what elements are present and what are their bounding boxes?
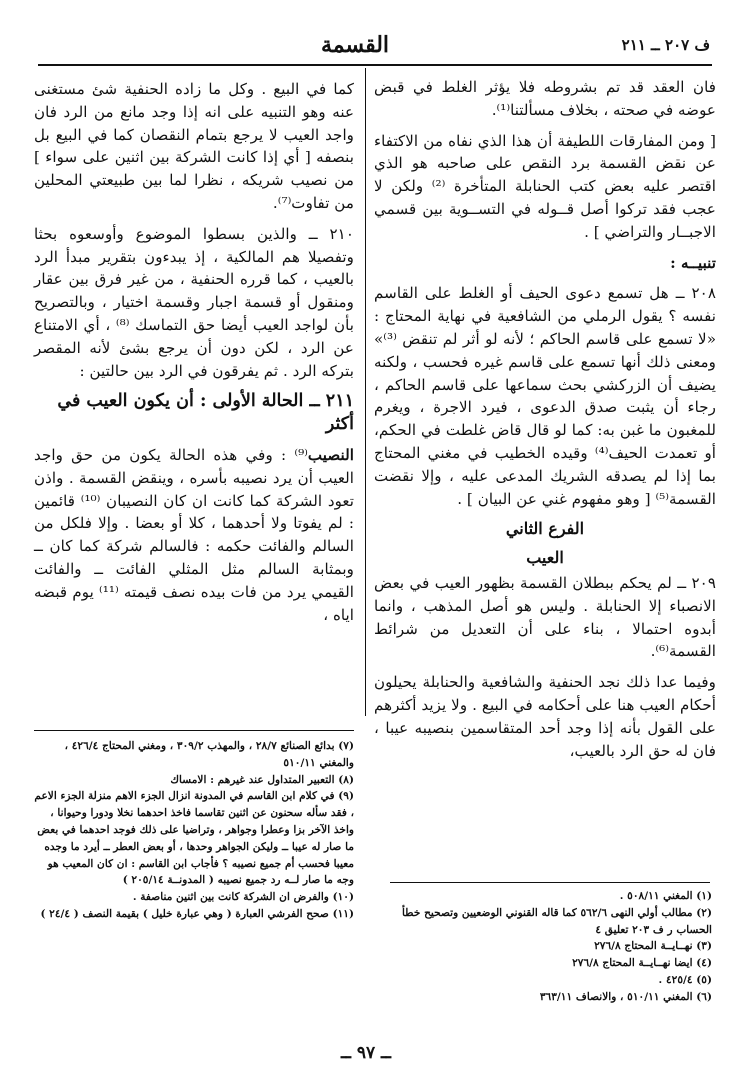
section-heading: ٢١١ ــ الحالة الأولى : أن يكون العيب في أكثر [57, 391, 354, 435]
paragraph: ٢٠٩ ــ لم يحكم ببطلان القسمة بظهور العيب في بعض الانصباء إلا الحنابلة . وليس هو أصل المذهب ، وانما أبدوه احتمالا ، بناء على أن التعديل من شرائط القسمة⁽⁶⁾. [374, 573, 716, 661]
footnote: (٥) ٤٢٥/٤ . [658, 973, 712, 986]
paragraph: وفيما عدا ذلك نجد الحنفية والشافعية والحنابلة يحيلون أحكام العيب هنا على أحكامه في البيع . ولا يزيد أكثرهم على القول بأنه إذا وجد أحد المتقاسمين بنصيبه عيبا ، فان له حق الرد بالعيب، [374, 673, 716, 760]
footnote: (٢) مطالب أولي النهى ٥٦٢/٦ كما قاله القنوني الوضعيين وتصحيح خطأ الحساب ر ف ٢٠٣ تعليق ٤ [401, 906, 712, 936]
footnote: (١١) صحح الفرشي العبارة ( وهي عبارة خليل ) بقيمة النصف ( ٢٤/٤ ) [40, 907, 354, 920]
footnote: (٦) المغني ٥١٠/١١ ، والانصاف ٣٦٣/١١ [539, 990, 712, 1003]
footnote-rule [390, 882, 710, 883]
note-heading: تنبيــه : [670, 253, 716, 272]
paragraph: [ ومن المفارقات اللطيفة أن هذا الذي نفاه من الاكتفاء عن نقض القسمة برد النقص على صاحبه هو الذي اقتصر عليه بعض كتب الحنابلة المتأخرة ⁽²⁾ ولكن لا عجب فقد تركوا أصل قــوله في التســوية بين قسمي الاجبــار والتراضي ] . [374, 131, 716, 241]
paragraph-text: ⁽⁹⁾ : وفي هذه الحالة يكون من حق واجد العيب أن يرد نصيبه بأسره ، وينقض القسمة . واذن تعود الشركة كما كانت ان كان النصيبان ⁽¹⁰⁾ قائمين : لم يفوتا ولا أحدهما ، كلا أو بعضا . وإلا فلكل من السالم والفائت حكمه : فالسالم شركة كما كان ــ وبمثابة السالم مثل المثلي الفائت ــ والفائت القيمي يرد من فات بيده نصف قيمته ⁽¹¹⁾ يوم قبضه اياه ، [34, 445, 354, 624]
subsection-title: العيب [526, 548, 564, 568]
footnote: (٨) التعبير المتداول عند غيرهم : الامساك [170, 773, 354, 786]
left-column [34, 78, 354, 634]
paragraph: فان العقد قد تم بشروطه فلا يؤثر الغلط في قبض عوضه في صحته ، بخلاف مسألتنا⁽¹⁾. [374, 78, 716, 119]
footnote: (٧) بدائع الصنائع ٢٨/٧ ، والمهذب ٣٠٩/٢ ، ومغني المحتاج ٤٢٦/٤ ، والمغني ٥١٠/١١ [64, 740, 354, 769]
paragraph: ٢٠٨ ــ هل تسمع دعوى الحيف أو الغلط على القاسم نفسه ؟ يقول الرملي من الشافعية في نهاية المحتاج : «لا تسمع على قاسم الحاكم ؛ لأنه لو أثر لم تنقض ⁽³⁾» ومعنى ذلك أنها تسمع على قاسم غيره فحسب ، ولكنه يضيف أن الزركشي بحث سماعها على قاسم الحاكم ، رجاء أن يثبت صدق الدعوى ، فيرد الاجرة ، ويغرم للمغبون ما غبن به: كما لو قال قاض غلطت في الحكم، أو تعمدت الحيف⁽⁴⁾ وقيده الخطيب في مغني المحتاج بما إذا لم يصدقه الشريك المدعى عليه ، وإلا نقضت القسمة⁽⁵⁾ [ وهو مفهوم غني عن البيان ] . [374, 284, 717, 508]
lead-word: النصيب [307, 445, 354, 464]
footnote: (٩) في كلام ابن القاسم في المدونة انزال الجزء الاهم منزلة الجزء الاعم ، فقد سأله سحنون عن اثنين تقاسما فاخذ احدهما نخلا ودورا وحيوانا ، واخذ الآخر بزا وعطرا وجواهر ، وتراضيا على ذلك فوجد احدهما في بعض ما صار له عيبا ــ وليكن الجواهر وحدها ، أو بعض العطر ــ أيرد ما وجده معيبا فحسب أم جميع نصيبه ؟ فأجاب ابن القاسم : ان كان المعيب هو وجه ما صار لــه رد جميع نصيبه ( المدونــة ٢٠٥/١٤ ) [34, 790, 354, 887]
footnote: (٣) نهــايــة المحتاج ٢٧٦/٨ [594, 940, 712, 953]
footnote: (٤) ايضا نهــايــة المحتاج ٢٧٦/٨ [572, 957, 712, 970]
footnotes-left [34, 738, 354, 923]
footnotes-right [386, 888, 712, 1006]
footnote: (١٠) والفرض ان الشركة كانت بين اثنين مناصفة . [132, 891, 354, 904]
running-title: القسمة [320, 32, 390, 58]
footnote-rule [34, 730, 354, 731]
subsection-heading: الفرع الثاني [505, 519, 585, 539]
running-header [0, 28, 732, 68]
section-range: ف ٢٠٧ ــ ٢١١ [621, 36, 710, 54]
footnote: (١) المغني ٥٠٨/١١ . [619, 890, 712, 902]
header-rule [38, 64, 712, 66]
page-number: ــ ٩٧ ــ [340, 1043, 392, 1063]
paragraph: ٢١٠ ــ والذين بسطوا الموضوع وأوسعوه بحثا وتفصيلا هم المالكية ، إذ يبدءون بتقرير مبدأ الرد بالعيب ، كما قرره الحنفية ، من غير فرق بين عقار ومنقول أو قسمة اجبار وقسمة اختيار ، وبالتصريح بأن لواجد العيب أيضا حق التماسك ⁽⁸⁾ ، أي الامتناع عن الرد ، لكن دون أن يرجع بشئ لأنه المقصر بتركه الرد . ثم يفرقون في الرد بين حالتين : [34, 224, 355, 380]
paragraph: كما في البيع . وكل ما زاده الحنفية شئ مستغنى عنه وهو التنبيه على انه إذا وجد مانع من الرد فان واجد العيب لا يرجع بتمام النقصان كما في البيع بل بنصفه [ أي إذا كانت الشركة بين اثنين على سواء ] من نصيب شريكه ، نظرا لما بين طبيعتي المحلين من تفاوت⁽⁷⁾. [34, 80, 354, 212]
column-divider [365, 68, 366, 716]
paragraph [34, 444, 354, 626]
right-column [374, 76, 716, 770]
